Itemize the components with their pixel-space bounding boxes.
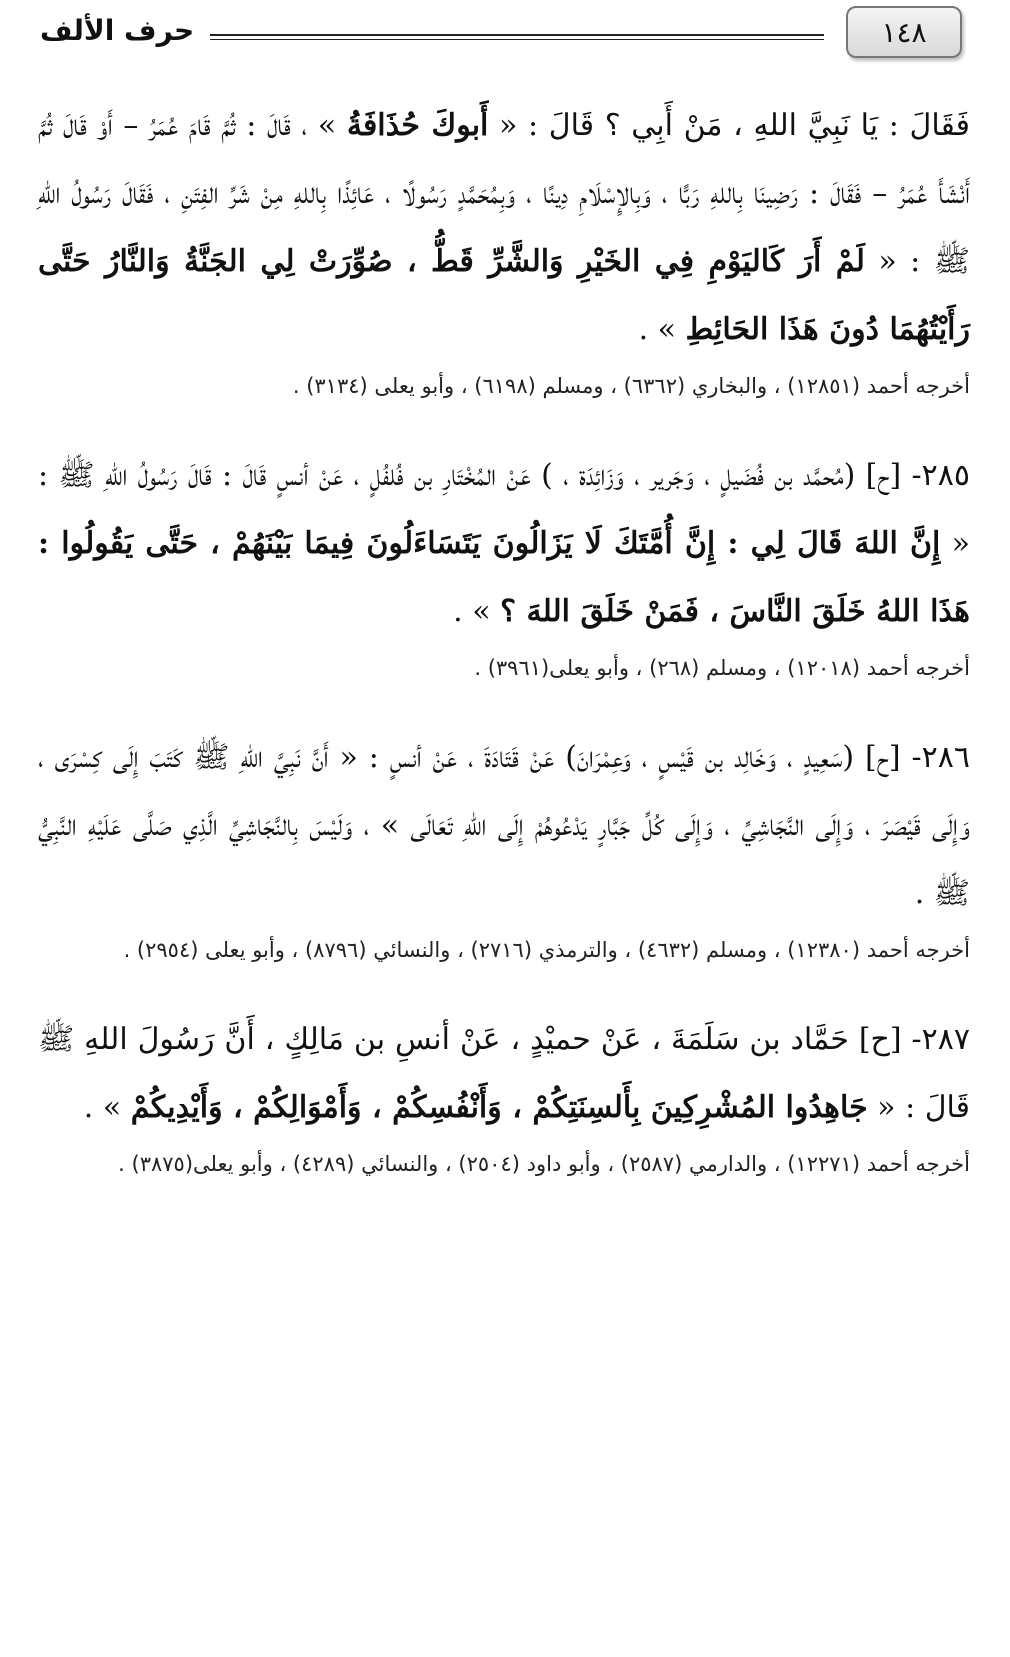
page-number: ١٤٨ [846,6,962,58]
hadith-text [38,1006,970,1142]
hadith-text [38,442,970,646]
hadith-text-part: » ، قَالَ : ثُمَّ قَامَ عُمَرُ – أَوْ قَالَ ثُمَّ أَنْشَأَ عُمَرُ – فَقَالَ : رَضِينَا بِاللهِ رَبًّا ، وَبِالإِسْلَامِ دِينًا ، وَبِمُحَمَّدٍ رَسُولًا ، عَائِذًا بِاللهِ مِنْ شَرِّ الفِتَنِ ، فَقَالَ رَسُولُ اللهِ ﷺ : « [38,108,971,279]
hadith-source: أخرجه أحمد (١٢٨٥١) ، والبخاري (٦٣٦٢) ، ومسلم (٦١٩٨) ، وأبو يعلى (٣١٣٤) . [292,374,970,398]
hadith-source: أخرجه أحمد (١٢٢٧١) ، والدارمي (٢٥٨٧) ، وأبو داود (٢٥٠٤) ، والنسائي (٤٢٨٩) ، وأبو يعلى(٣٨٧٥) . [118,1152,970,1176]
hadith-text-part: » . [83,1090,131,1125]
hadith-text-part: » . [638,312,686,347]
prophetic-saying: جَاهِدُوا المُشْرِكِينَ بِأَلسِنَتِكُمْ ، وَأَنْفُسِكُمْ ، وَأَمْوَالِكُمْ ، وَأَيْدِيكُمْ [130,1090,868,1125]
hadith-text-part: ٢٨٦- [ح] (سَعِيدٍ ، وَخَالِد بن قَيْسٍ ، وَعِمْرَانَ) عَنْ قَتَادَةَ ، عَنْ أنسٍ : « أَنَّ نَبِيَّ اللهِ ﷺ كَتَبَ إِلَى كِسْرَى ، وَإِلَى قَيْصَرَ ، وَإِلَى النَّجَاشِيِّ ، وَإِلَى كُلِّ جَبَّارٍ يَدْعُوهُمْ إِلَى اللهِ تَعَالَى » ، وَلَيْسَ بِالنَّجَاشِيِّ الَّذِي صَلَّى عَلَيْهِ النَّبِيُّ ﷺ . [38,740,971,911]
section-title: حرف الألف [40,14,195,47]
prophetic-saying: أَبوكَ حُذَافَةُ [346,108,489,143]
hadith-source: أخرجه أحمد (١٢٠١٨) ، ومسلم (٢٦٨) ، وأبو يعلى(٣٩٦١) . [474,656,970,680]
hadith-text [38,92,970,364]
hadith-text-part: ٢٨٧- [ح] حَمَّاد بن سَلَمَةَ ، عَنْ حميْدٍ ، عَنْ أنسِ بن مَالِكٍ ، أَنَّ رَسُولَ اللهِ ﷺ قَالَ : « [38,1022,970,1125]
hadith-entry [38,442,970,690]
hadith-text [38,724,970,928]
hadith-entry [38,724,970,972]
hadith-text-part: » . [453,594,501,629]
page-content [38,92,970,1220]
header-divider [210,34,824,40]
hadith-text-part: ٢٨٥- [ح] (مُحمَّد بن فُضَيلٍ ، وَجَرير ، وَزَائِدَة ، ) عَنْ المُخْتَارِ بن فُلفُلٍ ، عَنْ أنسٍ قَالَ : قَالَ رَسُولُ اللهِ ﷺ : « [38,458,970,561]
hadith-text-part: فَقَالَ : يَا نَبِيَّ اللهِ ، مَنْ أَبِي ؟ قَالَ : « [488,108,970,143]
prophetic-saying: إِنَّ اللهَ قَالَ لِي : إِنَّ أُمَّتَكَ لَا يَزَالُونَ يَتَسَاءَلُونَ فِيمَا بَيْنَهُمْ ، حَتَّى يَقُولُوا : هَذَا اللهُ خَلَقَ النَّاسَ ، فَمَنْ خَلَقَ اللهَ ؟ [38,526,970,629]
prophetic-saying: لَمْ أَرَ كَاليَوْمِ فِي الخَيْرِ وَالشَّرِّ قَطُّ ، صُوِّرَتْ لِي الجَنَّةُ وَالنَّارُ حَتَّى رَأَيْتُهُمَا دُونَ هَذَا الحَائِطِ [38,244,970,347]
page-header [0,0,1010,70]
hadith-entry [38,1006,970,1186]
hadith-entry [38,92,970,408]
hadith-source: أخرجه أحمد (١٢٣٨٠) ، ومسلم (٤٦٣٢) ، والترمذي (٢٧١٦) ، والنسائي (٨٧٩٦) ، وأبو يعلى (٢٩٥٤) . [123,938,970,962]
